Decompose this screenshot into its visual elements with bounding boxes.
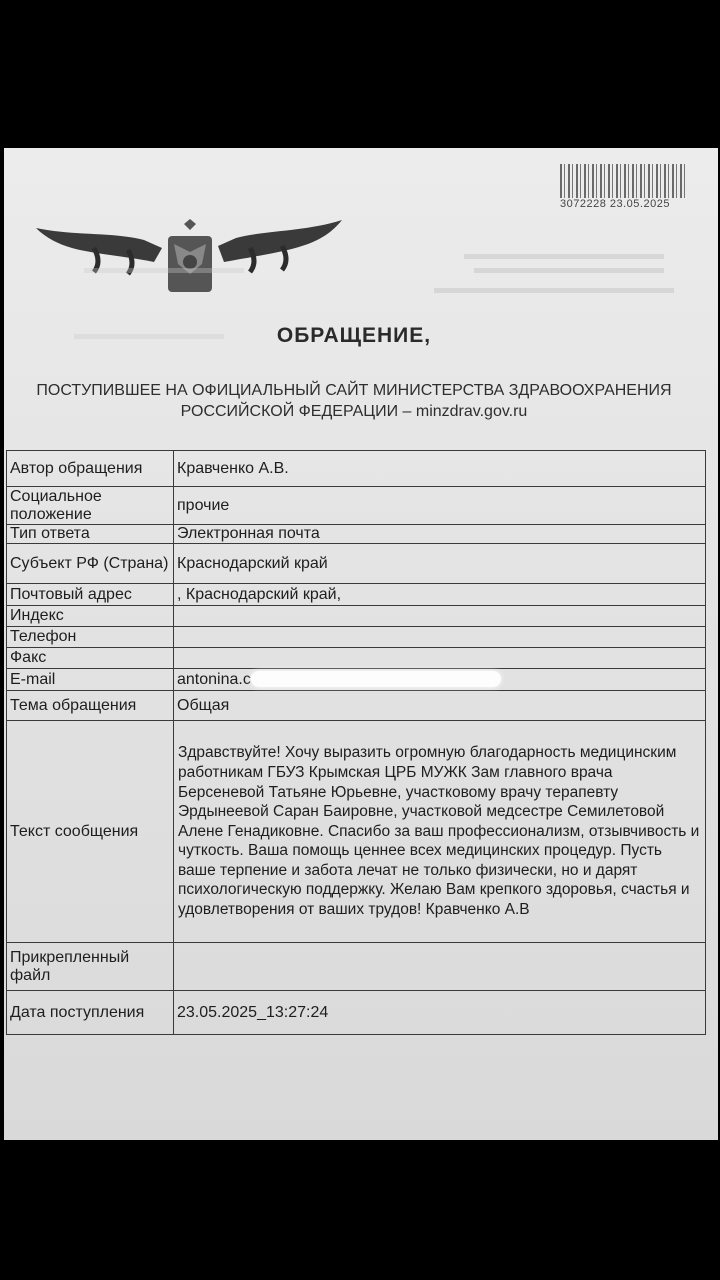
label-postal-address: Почтовый адрес bbox=[7, 584, 174, 606]
subtitle-line: РОССИЙСКОЙ ФЕДЕРАЦИИ – minzdrav.gov.ru bbox=[180, 403, 528, 420]
value-postal-address: , Краснодарский край, bbox=[174, 584, 706, 606]
state-emblem-icon bbox=[34, 218, 344, 298]
row-attachment bbox=[7, 943, 706, 991]
row-received bbox=[7, 991, 706, 1035]
label-email: E-mail bbox=[7, 669, 174, 691]
registration-number: 3072228 bbox=[560, 198, 607, 210]
value-author: Кравченко А.В. bbox=[174, 451, 706, 487]
label-author: Автор обращения bbox=[7, 451, 174, 487]
appeal-form-table bbox=[6, 450, 706, 1035]
label-region: Субъект РФ (Страна) bbox=[7, 544, 174, 584]
row-social-status bbox=[7, 487, 706, 525]
label-message: Текст сообщения bbox=[7, 721, 174, 943]
label-social-status: Социальное положение bbox=[7, 487, 174, 525]
row-response-type bbox=[7, 525, 706, 544]
row-postal-address bbox=[7, 584, 706, 606]
value-social-status: прочие bbox=[174, 487, 706, 525]
value-email: antonina.c bbox=[177, 670, 251, 688]
value-attachment bbox=[174, 943, 706, 991]
row-email bbox=[7, 669, 706, 691]
subtitle-line: ПОСТУПИВШЕЕ НА ОФИЦИАЛЬНЫЙ САЙТ МИНИСТЕРСТВА ЗДРАВООХРАНЕНИЯ bbox=[36, 382, 672, 399]
label-response-type: Тип ответа bbox=[7, 525, 174, 544]
label-index: Индекс bbox=[7, 606, 174, 627]
bleed-through-line bbox=[474, 268, 664, 273]
row-phone bbox=[7, 627, 706, 648]
row-topic bbox=[7, 691, 706, 721]
value-region: Краснодарский край bbox=[174, 544, 706, 584]
stamp-text bbox=[560, 198, 670, 210]
value-fax bbox=[174, 648, 706, 669]
value-email-cell bbox=[174, 669, 706, 691]
redaction-mark bbox=[251, 671, 501, 687]
bleed-through-line bbox=[84, 268, 244, 273]
value-message: Здравствуйте! Хочу выразить огромную благодарность медицинским работникам ГБУЗ Крымская ЦРБ МУЖК Зам главного врача Берсеневой Татьяне Юрьевне, участковому врачу терапевту Эрдынеевой Саран Баировне, участковой медсестре Семилетовой Алене Генадиковне. Спасибо за ваш профессионализм, отзывчивость и чуткость. Ваша помощь ценнее всех медицинских процедур. Пусть ваше терпение и забота лечат не только физически, но и дарят психологическую поддержку. Желаю Вам крепкого здоровья, счастья и удовлетворения от ваших трудов! Кравченко А.В bbox=[174, 721, 706, 943]
label-received: Дата поступления bbox=[7, 991, 174, 1035]
label-attachment: Прикрепленный файл bbox=[7, 943, 174, 991]
row-region bbox=[7, 544, 706, 584]
bleed-through-line bbox=[464, 254, 664, 259]
row-index bbox=[7, 606, 706, 627]
value-index bbox=[174, 606, 706, 627]
document-title: ОБРАЩЕНИЕ, bbox=[276, 324, 432, 347]
row-fax bbox=[7, 648, 706, 669]
document-page bbox=[4, 148, 718, 1140]
value-response-type: Электронная почта bbox=[174, 525, 706, 544]
label-topic: Тема обращения bbox=[7, 691, 174, 721]
document-subtitle bbox=[4, 380, 704, 422]
value-phone bbox=[174, 627, 706, 648]
label-fax: Факс bbox=[7, 648, 174, 669]
barcode bbox=[560, 164, 688, 198]
bleed-through-line bbox=[434, 288, 674, 293]
row-author bbox=[7, 451, 706, 487]
value-topic: Общая bbox=[174, 691, 706, 721]
label-phone: Телефон bbox=[7, 627, 174, 648]
stamp-date: 23.05.2025 bbox=[609, 198, 670, 210]
row-message bbox=[7, 721, 706, 943]
value-received: 23.05.2025_13:27:24 bbox=[174, 991, 706, 1035]
